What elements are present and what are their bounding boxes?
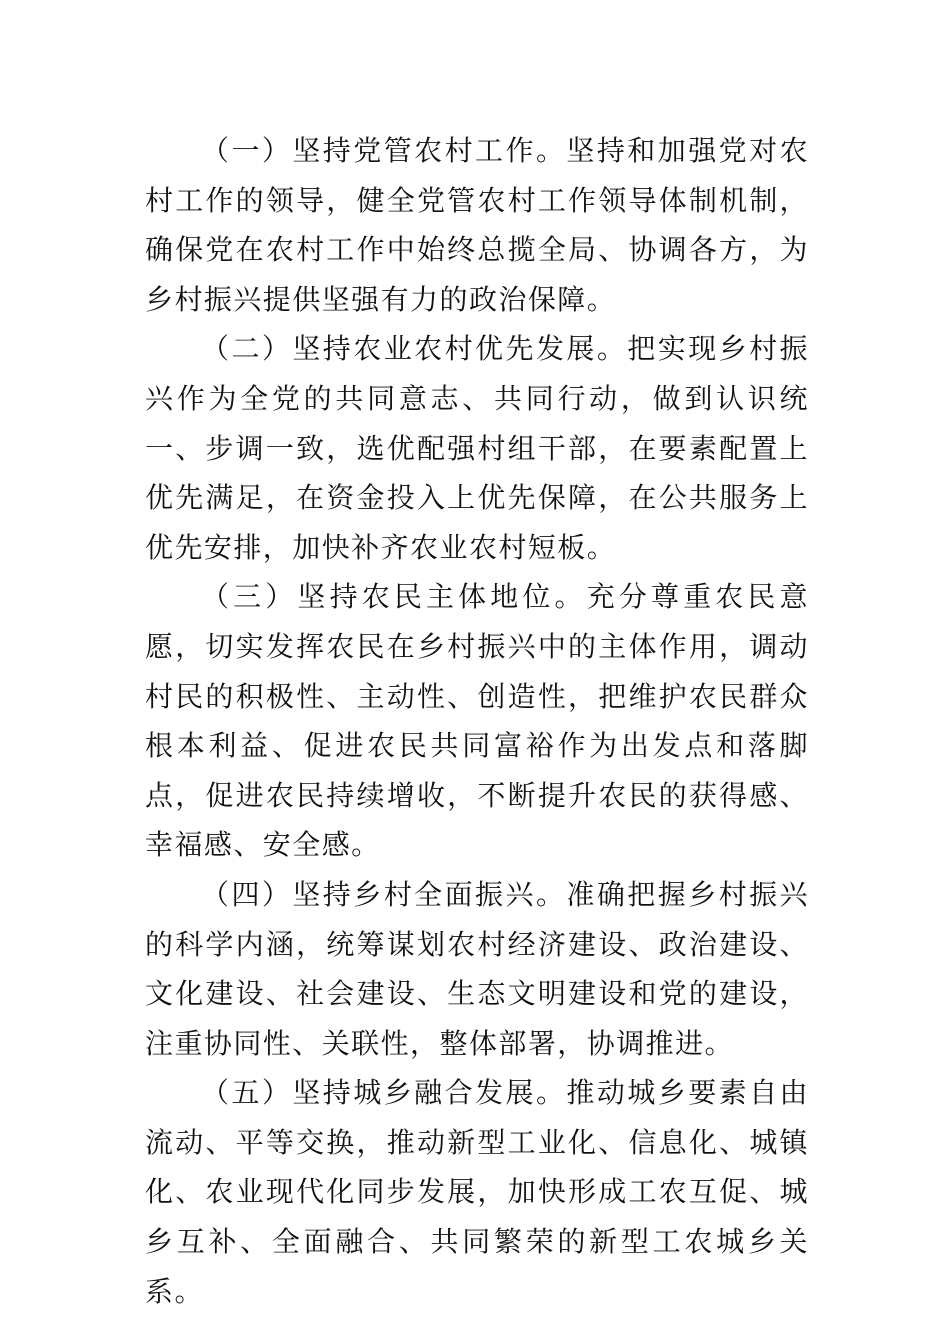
paragraph-1: （一）坚持党管农村工作。坚持和加强党对农村工作的领导，健全党管农村工作领导体制机制，确保党在农村工作中始终总揽全局、协调各方，为乡村振兴提供坚强有力的政治保障。 (145, 134, 809, 316)
paragraph-3: （三）坚持农民主体地位。充分尊重农民意愿，切实发挥农民在乡村振兴中的主体作用，调动村民的积极性、主动性、创造性，把维护农民群众根本利益、促进农民共同富裕作为出发点和落脚点，促进农民持续增收，不断提升农民的获得感、幸福感、安全感。 (145, 580, 809, 862)
paragraph-5: （五）坚持城乡融合发展。推动城乡要素自由流动、平等交换，推动新型工业化、信息化、城镇化、农业现代化同步发展，加快形成工农互促、城乡互补、全面融合、共同繁荣的新型工农城乡关系。 (145, 1076, 809, 1308)
paragraph-4: （四）坚持乡村全面振兴。准确把握乡村振兴的科学内涵，统筹谋划农村经济建设、政治建设、文化建设、社会建设、生态文明建设和党的建设，注重协同性、关联性，整体部署，协调推进。 (145, 877, 809, 1060)
paragraph-2: （二）坚持农业农村优先发展。把实现乡村振兴作为全党的共同意志、共同行动，做到认识统一、步调一致，选优配强村组干部，在要素配置上优先满足，在资金投入上优先保障，在公共服务上优先安排，加快补齐农业农村短板。 (145, 332, 809, 564)
document-body (145, 126, 809, 1316)
